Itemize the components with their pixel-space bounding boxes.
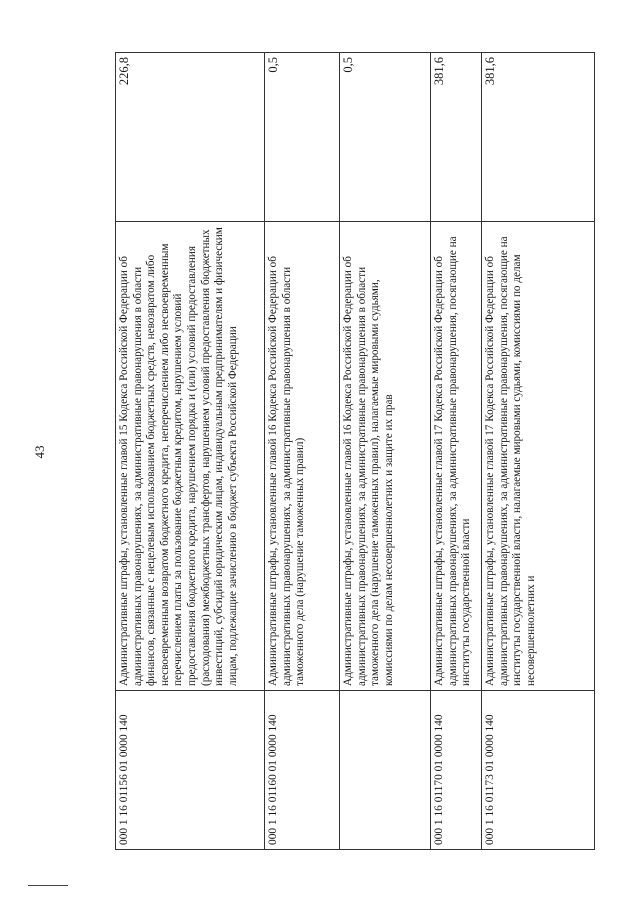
amount-cell: 381,6 — [482, 53, 595, 222]
classification-code-cell: 000 1 16 01156 01 0000 140 — [116, 691, 265, 850]
budget-table-sheet — [115, 57, 605, 850]
description-cell: Административные штрафы, установленные главой 17 Кодекса Российской Федерации об административных правонарушениях, за административные правонарушения, посягающие на институты государственной власти — [431, 222, 482, 691]
classification-code-cell: 000 1 16 01160 01 0000 140 — [265, 691, 340, 850]
amount-cell: 0,5 — [265, 53, 340, 222]
classification-code-cell: 000 1 16 01173 01 0000 140 — [482, 691, 595, 850]
amount-cell: 0,5 — [340, 53, 431, 222]
description-cell: Административные штрафы, установленные главой 15 Кодекса Российской Федерации об административных правонарушениях, за административные правонарушения в области финансов, связанные с нецелевым использованием бюджетных средств, невозвратом либо несвоевременным возвратом бюджетного кредита, неперечислением либо несвоевременным перечислением платы за пользование бюджетным кредитом, нарушением условий предоставления бюджетного кредита, нарушением порядка и (или) условий предоставления (расходования) межбюджетных трансфертов, нарушением условий предоставления бюджетных инвестиций, субсидий юридическим лицам, индивидуальным предпринимателям и физическим лицам, подлежащие зачислению в бюджет субъекта Российской Федерации — [116, 222, 265, 691]
description-cell: Административные штрафы, установленные главой 17 Кодекса Российской Федерации об административных правонарушениях, за административные правонарушения, посягающие на институты государственной власти, налагаемые мировыми судьями, комиссиями по делам несовершеннолетних и — [482, 222, 595, 691]
rotated-table-container — [115, 57, 605, 850]
classification-code-cell — [340, 691, 431, 850]
table-row — [482, 53, 595, 850]
table-row — [431, 53, 482, 850]
classification-code-cell: 000 1 16 01170 01 0000 140 — [431, 691, 482, 850]
footer-divider — [28, 885, 68, 886]
amount-cell: 381,6 — [431, 53, 482, 222]
amount-cell: 226,8 — [116, 53, 265, 222]
page-number: 43 — [32, 445, 47, 459]
budget-revenue-table — [115, 52, 595, 850]
table-row — [116, 53, 265, 850]
table-row — [340, 53, 431, 850]
description-cell: Административные штрафы, установленные главой 16 Кодекса Российской Федерации об административных правонарушениях, за административные правонарушения в области таможенного дела (нарушение таможенных правил) — [265, 222, 340, 691]
description-cell: Административные штрафы, установленные главой 16 Кодекса Российской Федерации об административных правонарушениях, за административные правонарушения в области таможенного дела (нарушение таможенных правил), налагаемые мировыми судьями, комиссиями по делам несовершеннолетних и защите их прав — [340, 222, 431, 691]
table-row — [265, 53, 340, 850]
